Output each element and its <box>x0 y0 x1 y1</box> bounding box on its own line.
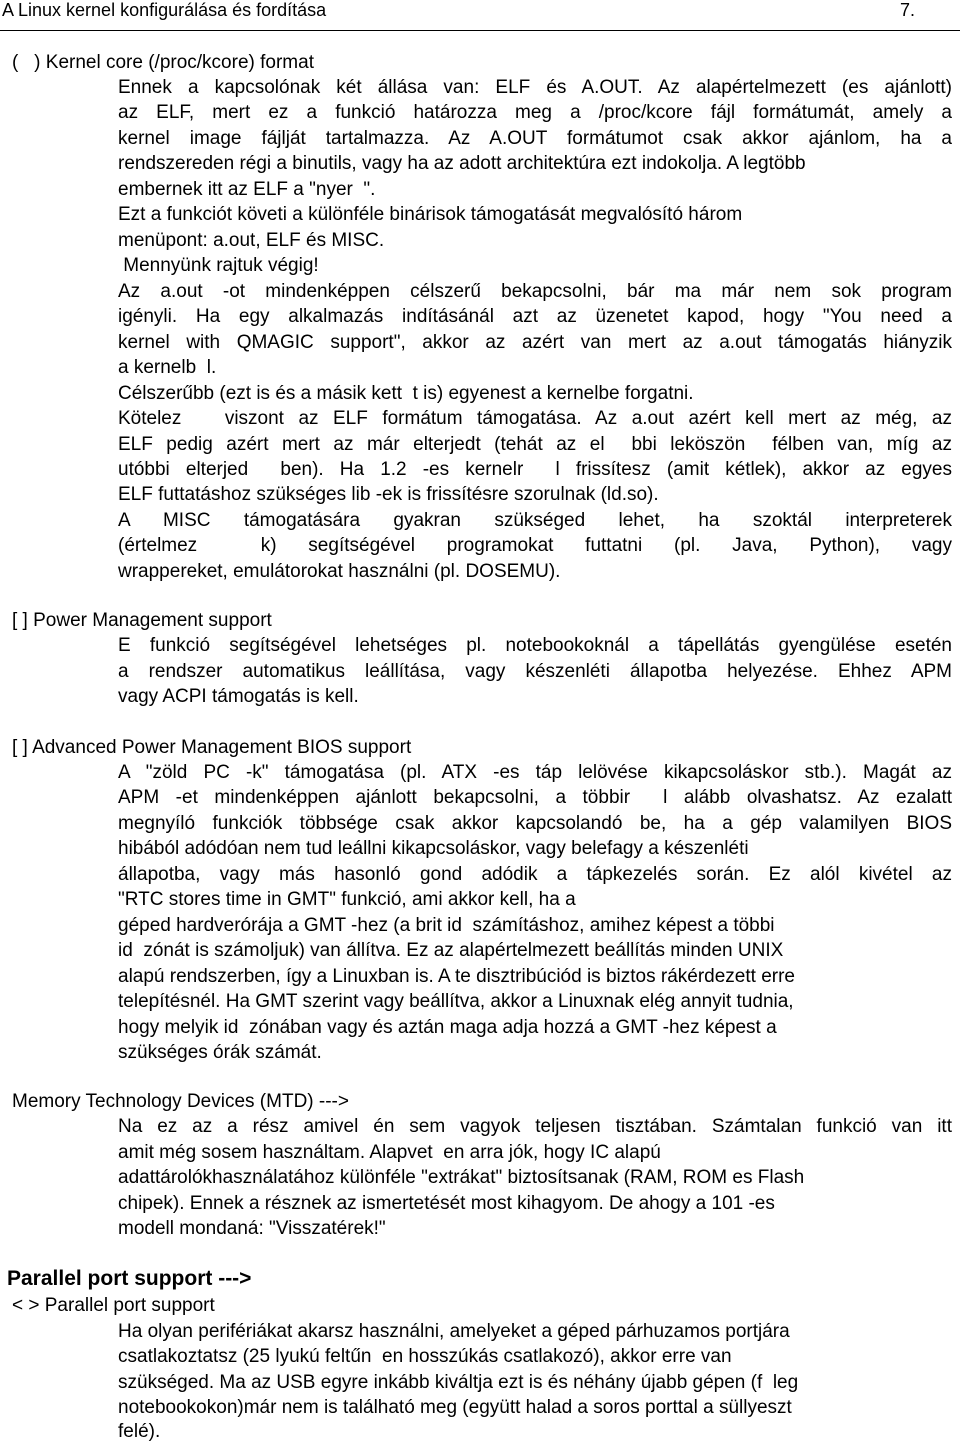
text-line: az ELF, mert ez a funkció határozza meg a /proc/kcore fájl formátumát, amely a <box>118 102 952 123</box>
option-apm-bios: [ ] Advanced Power Management BIOS support <box>12 737 412 758</box>
text-line: (értelmez k) segítségével programokat futtatni (pl. Java, Python), vagy <box>118 535 952 556</box>
text-line: Ezt a funkciót követi a különféle binárisok támogatását megvalósító három <box>118 204 743 225</box>
text-line: vagy ACPI támogatás is kell. <box>118 686 359 707</box>
text-line: ELF futtatáshoz szükséges lib -ek is frissítésre szorulnak (ld.so). <box>118 484 659 505</box>
text-line: amit még sosem használtam. Alapvet en arra jók, hogy IC alapú <box>118 1142 661 1163</box>
text-line: wrappereket, emulátorokat használni (pl. DOSEMU). <box>118 561 561 582</box>
option-kernel-core: ( ) Kernel core (/proc/kcore) format <box>12 52 314 73</box>
text-line: kernel with QMAGIC support", akkor az azért van mert az a.out támogatás hiányzik <box>118 332 952 353</box>
text-line: Ennek a kapcsolónak két állása van: ELF és A.OUT. Az alapértelmezett (es ajánlott) <box>118 77 952 98</box>
text-line: szükséged. Ma az USB egyre inkább kiváltja ezt is és néhány újabb gépen (f leg <box>118 1372 799 1393</box>
text-line: Na ez az a rész amivel én sem vagyok teljesen tisztában. Számtalan funkció van itt <box>118 1116 952 1137</box>
text-line: Mennyünk rajtuk végig! <box>118 255 319 276</box>
text-line: id zónát is számoljuk) van állítva. Ez az alapértelmezett beállítás minden UNIX <box>118 940 784 961</box>
text-line: állapotba, vagy más hasonló gond adódik a tápkezelés során. Ez alól kivétel az <box>118 864 952 885</box>
text-line: notebookokon)már nem is található meg (együtt halad a soros porttal a süllyeszt <box>118 1397 792 1418</box>
text-line: rendszereden régi a binutils, vagy ha az adott architektúra ezt indokolja. A legtöbb <box>118 153 806 174</box>
text-line: Célszerűbb (ezt is és a másik kett t is) egyenest a kernelbe forgatni. <box>118 383 694 404</box>
text-line: megnyíló funkciók többsége csak akkor kapcsolandó be, ha a gép valamilyen BIOS <box>118 813 952 834</box>
text-line: telepítésnél. Ha GMT szerint vagy beállítva, akkor a Linuxnak elég annyit tudnia, <box>118 991 794 1012</box>
text-line: ELF pedig azért mert az már elterjedt (tehát az el bbi leköszön félben van, míg az <box>118 434 952 455</box>
header-title: A Linux kernel konfigurálása és fordítása <box>2 0 327 20</box>
option-power-management: [ ] Power Management support <box>12 610 272 631</box>
section-heading-parallel-port: Parallel port support ---> <box>7 1267 252 1290</box>
text-line: E funkció segítségével lehetséges pl. notebookoknál a tápellátás gyengülése esetén <box>118 635 952 656</box>
text-line: adattárolókhasználatához különféle "extrákat" biztosítsanak (RAM, ROM es Flash <box>118 1167 805 1188</box>
text-line: Ha olyan perifériákat akarsz használni, amelyeket a géped párhuzamos portjára <box>118 1321 790 1342</box>
text-line: felé). <box>118 1421 161 1442</box>
text-line: hibából adódóan nem tud leállni kikapcsoláskor, vagy belefagy a készenléti <box>118 838 749 859</box>
text-line: embernek itt az ELF a "nyer ". <box>118 179 376 200</box>
text-line: modell mondaná: "Visszatérek!" <box>118 1218 386 1239</box>
text-line: A MISC támogatására gyakran szükséged lehet, ha szoktál interpreterek <box>118 510 952 531</box>
text-line: APM -et mindenképpen ajánlott bekapcsolni, a többir l alább olvashatsz. Az ezalatt <box>118 787 952 808</box>
text-line: "RTC stores time in GMT" funkció, ami akkor kell, ha a <box>118 889 576 910</box>
text-line: csatlakoztatsz (25 lyukú feltűn en hosszúkás csatlakozó), akkor erre van <box>118 1346 732 1367</box>
text-line: kernel image fájlját tartalmazza. Az A.OUT formátumot csak akkor ajánlom, ha a <box>118 128 952 149</box>
text-line: hogy melyik id zónában vagy és aztán maga adja hozzá a GMT -hez képest a <box>118 1017 777 1038</box>
text-line: a rendszer automatikus leállítása, vagy készenléti állapotba helyezése. Ehhez APM <box>118 661 952 682</box>
text-line: A "zöld PC -k" támogatása (pl. ATX -es táp lelövése kikapcsoláskor stb.). Magát az <box>118 762 952 783</box>
text-line: chipek). Ennek a résznek az ismertetését most kihagyom. De ahogy a 101 -es <box>118 1193 775 1214</box>
text-line: menüpont: a.out, ELF és MISC. <box>118 230 385 251</box>
text-line: szükséges órák számát. <box>118 1042 322 1063</box>
option-parallel-port: < > Parallel port support <box>12 1295 215 1316</box>
text-line: alapú rendszerben, így a Linuxban is. A te disztribúciód is biztos rákérdezett erre <box>118 966 795 987</box>
text-line: a kernelb l. <box>118 357 217 378</box>
option-mtd: Memory Technology Devices (MTD) ---> <box>12 1091 349 1112</box>
page-number: 7. <box>900 0 916 20</box>
text-line: igényli. Ha egy alkalmazás indításánál azt az üzenetet kapod, hogy "You need a <box>118 306 952 327</box>
text-line: géped hardverórája a GMT -hez (a brit id számításhoz, amihez képest a többi <box>118 915 775 936</box>
text-line: utóbbi elterjed ben). Ha 1.2 -es kernelr l frissítesz (amit kétlek), akkor az egyes <box>118 459 952 480</box>
text-line: Kötelez viszont az ELF formátum támogatása. Az a.out azért kell mert az még, az <box>118 408 952 429</box>
text-line: Az a.out -ot mindenképpen célszerű bekapcsolni, bár ma már nem sok program <box>118 281 952 302</box>
